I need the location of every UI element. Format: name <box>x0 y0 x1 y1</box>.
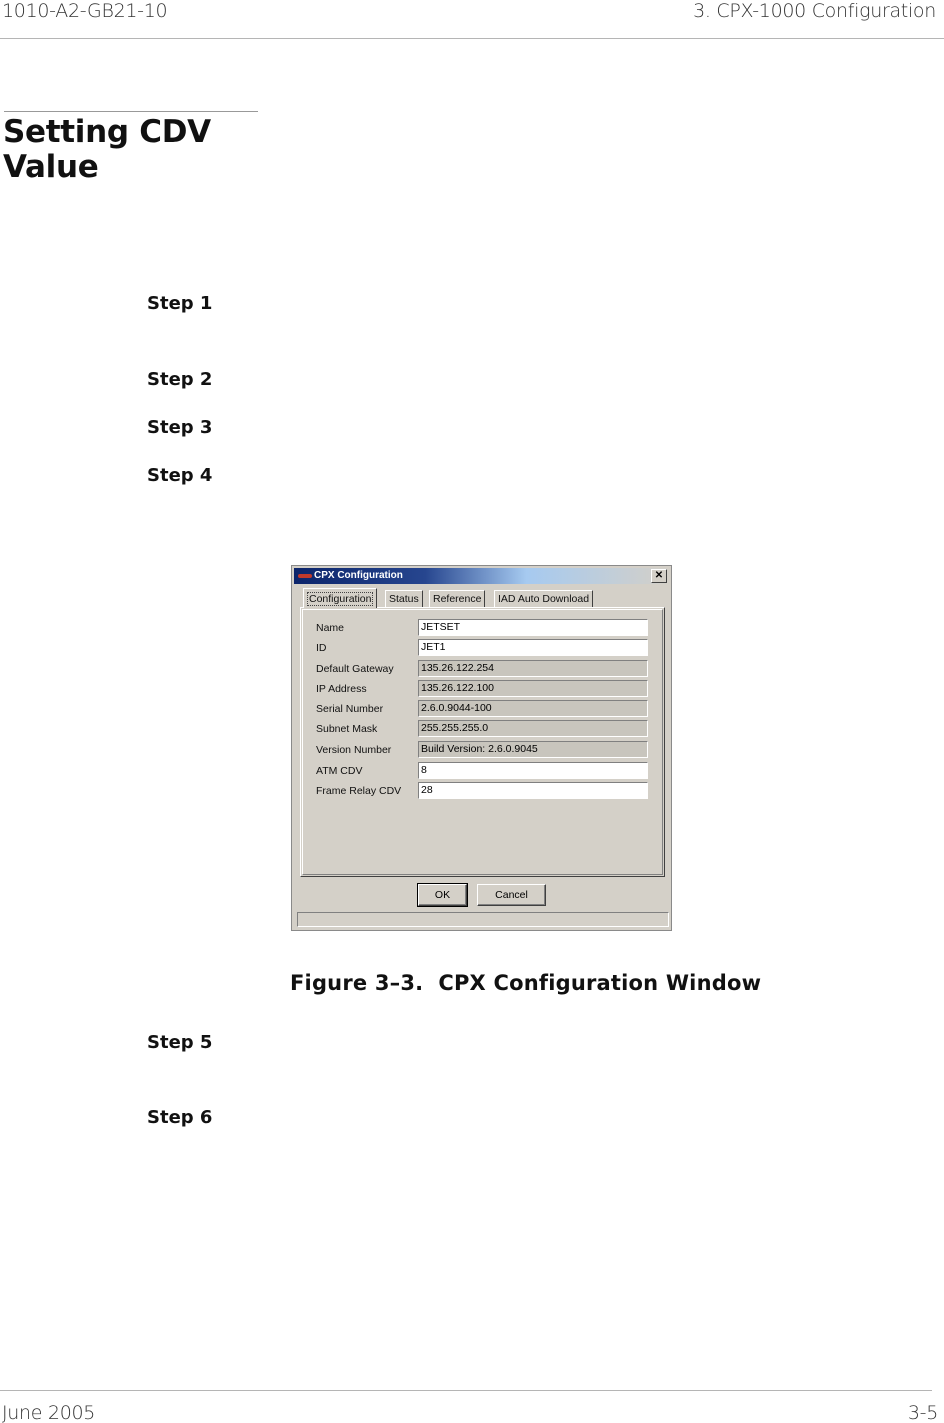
tab-label: IAD Auto Download <box>498 593 590 605</box>
header-chapter-title: 3. CPX-1000 Configuration <box>693 0 936 22</box>
version-number-field: Build Version: 2.6.0.9045 <box>418 741 648 758</box>
tab-reference[interactable] <box>429 590 485 608</box>
field-label-id: ID <box>316 642 327 654</box>
field-label-atm-cdv: ATM CDV <box>316 765 363 777</box>
step-label: Step 5 <box>147 1032 213 1053</box>
header-doc-number: 1010-A2-GB21-10 <box>2 0 168 22</box>
step-label: Step 2 <box>147 369 213 390</box>
ip-address-field: 135.26.122.100 <box>418 680 648 697</box>
frame-relay-cdv-field[interactable]: 28 <box>418 782 648 799</box>
subnet-mask-field: 255.255.255.0 <box>418 720 648 737</box>
serial-number-field: 2.6.0.9044-100 <box>418 700 648 717</box>
field-label-name: Name <box>316 622 345 634</box>
field-label-subnet-mask: Subnet Mask <box>316 723 378 735</box>
name-field[interactable]: JETSET <box>418 619 648 636</box>
header-rule <box>0 38 944 39</box>
field-label-version-number: Version Number <box>316 744 392 756</box>
window-titlebar[interactable] <box>294 568 669 584</box>
tab-label: Status <box>389 593 419 605</box>
footer-page-number: 3-5 <box>907 1402 938 1423</box>
status-bar <box>297 912 669 927</box>
cancel-button[interactable]: Cancel <box>477 884 546 906</box>
atm-cdv-field[interactable]: 8 <box>418 762 648 779</box>
section-rule <box>4 111 258 112</box>
step-label: Step 4 <box>147 465 213 486</box>
id-field[interactable]: JET1 <box>418 639 648 656</box>
field-label-serial-number: Serial Number <box>316 703 384 715</box>
tab-configuration[interactable] <box>303 588 377 608</box>
field-label-default-gateway: Default Gateway <box>316 663 394 675</box>
close-icon[interactable]: ✕ <box>651 569 667 583</box>
footer-rule <box>0 1390 932 1391</box>
window-title: CPX Configuration <box>314 570 403 581</box>
step-label: Step 1 <box>147 293 213 314</box>
tab-label: Reference <box>433 593 482 605</box>
tab-iad-auto-download[interactable] <box>494 590 593 608</box>
app-icon <box>298 574 312 578</box>
section-title: Setting CDV Value <box>3 114 211 185</box>
cpx-configuration-window <box>291 565 672 931</box>
figure-caption: Figure 3–3. CPX Configuration Window <box>290 971 762 995</box>
field-label-ip-address: IP Address <box>316 683 367 695</box>
step-label: Step 3 <box>147 417 213 438</box>
tab-status[interactable] <box>385 590 423 608</box>
default-gateway-field: 135.26.122.254 <box>418 660 648 677</box>
footer-date: June 2005 <box>2 1402 96 1423</box>
field-label-frame-relay-cdv: Frame Relay CDV <box>316 785 402 797</box>
tab-label: Configuration <box>309 593 372 605</box>
step-label: Step 6 <box>147 1107 213 1128</box>
ok-button[interactable]: OK <box>418 884 467 906</box>
